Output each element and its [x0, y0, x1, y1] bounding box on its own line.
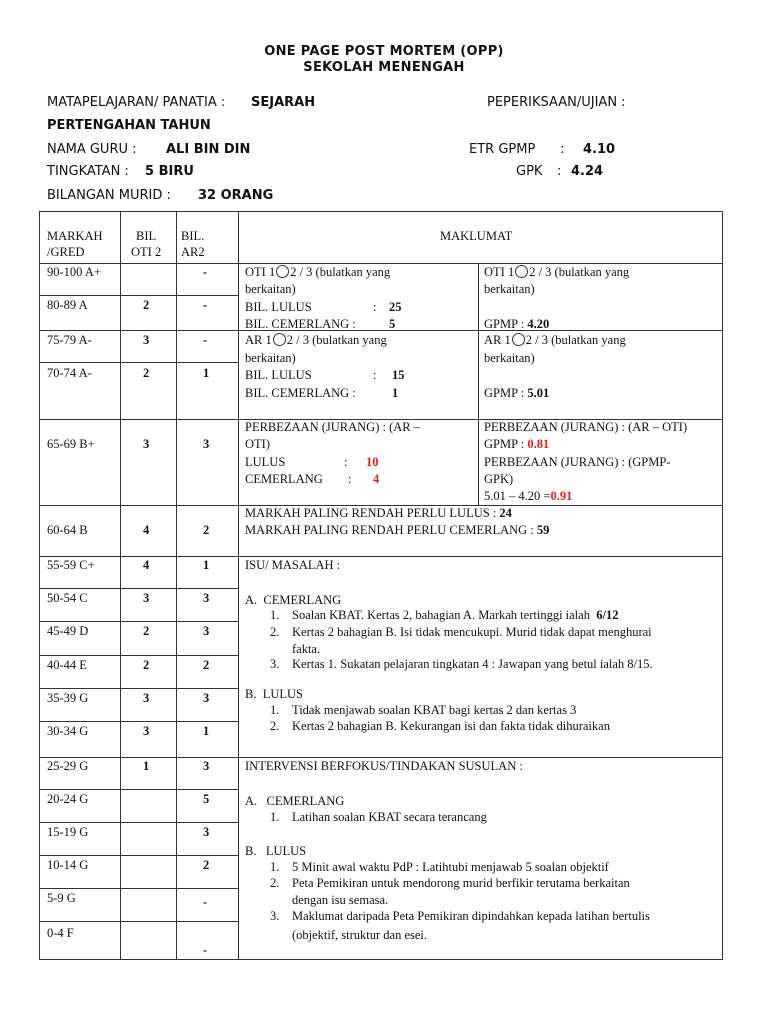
- col-header-oti-a: BIL: [136, 229, 157, 243]
- gap-right-line3: PERBEZAAN (JURANG) : (GPMP-: [484, 455, 671, 469]
- oti-gpmp: GPMP : 4.20: [484, 317, 550, 331]
- gap-left-line2: OTI): [245, 437, 270, 451]
- ar-count-cell: 3: [203, 825, 210, 839]
- grade-cell: 70-74 A-: [47, 366, 92, 380]
- interventions-section-b: B. LULUS: [245, 844, 307, 858]
- grade-cell: 75-79 A-: [47, 333, 92, 347]
- oti-count-cell: 2: [143, 658, 150, 672]
- interventions-heading: INTERVENSI BERFOKUS/TINDAKAN SUSULAN :: [245, 759, 523, 773]
- students-label: BILANGAN MURID :: [47, 188, 171, 203]
- col-header-markah: MARKAH: [47, 229, 103, 243]
- grade-cell: 80-89 A: [47, 298, 88, 312]
- list-item: Latihan soalan KBAT secara terancang: [292, 810, 487, 824]
- circle-mark-icon: [273, 333, 286, 346]
- list-item: Kertas 1. Sukatan pelajaran tingkatan 4 : Jawapan yang betul ialah 8/15.: [292, 657, 653, 671]
- ar-count-cell: -: [203, 265, 208, 279]
- col-header-ar-b: AR2: [181, 245, 205, 259]
- gap-lulus-value: 10: [366, 455, 379, 469]
- document-title: ONE PAGE POST MORTEM (OPP): [264, 44, 504, 59]
- grade-cell: 55-59 C+: [47, 558, 95, 572]
- list-item-number: 1.: [270, 608, 280, 622]
- list-item: Tidak menjawab soalan KBAT bagi kertas 2 dan kertas 3: [292, 703, 577, 717]
- col-header-maklumat: MAKLUMAT: [440, 229, 513, 243]
- grade-cell: 40-44 E: [47, 658, 87, 672]
- ar-left-line1: AR 1 2 / 3 (bulatkan yang: [245, 333, 387, 347]
- oti-left-line1: OTI 1 2 / 3 (bulatkan yang: [245, 265, 391, 279]
- students-value: 32 ORANG: [198, 188, 274, 203]
- issues-section-b: B. LULUS: [245, 687, 303, 701]
- grade-cell: 25-29 G: [47, 759, 89, 773]
- etr-value: 4.10: [583, 142, 616, 157]
- oti-count-cell: 3: [143, 724, 150, 738]
- list-item-number: 1.: [270, 860, 280, 874]
- document-subtitle: SEKOLAH MENENGAH: [303, 60, 465, 75]
- exam-value: PERTENGAHAN TAHUN: [47, 118, 211, 133]
- ar-lulus-value: 15: [392, 368, 405, 382]
- oti-count-cell: 2: [143, 624, 150, 638]
- ar-count-cell: 1: [203, 558, 210, 572]
- ar-count-cell: 2: [203, 858, 210, 872]
- oti-count-cell: 3: [143, 437, 150, 451]
- list-item-number: 3.: [270, 909, 280, 923]
- ar-count-cell: -: [203, 298, 208, 312]
- list-item-number: 2.: [270, 625, 280, 639]
- oti-count-cell: 3: [143, 591, 150, 605]
- ar-count-cell: -: [203, 333, 208, 347]
- ar-left-line2: berkaitan): [245, 351, 296, 365]
- ar-count-cell: 3: [203, 591, 210, 605]
- form-label: TINGKATAN :: [47, 164, 129, 179]
- oti-count-cell: 2: [143, 366, 150, 380]
- form-value: 5 BIRU: [145, 164, 194, 179]
- list-item-number: 1.: [270, 703, 280, 717]
- gpk-value: 4.24: [571, 164, 604, 179]
- list-item-number: 3.: [270, 657, 280, 671]
- ar-cemerlang-value: 1: [392, 386, 399, 400]
- oti-lulus-label: BIL. LULUS: [245, 300, 312, 314]
- min-pass-marks: MARKAH PALING RENDAH PERLU LULUS : 24: [245, 506, 512, 520]
- ar-count-cell: 2: [203, 523, 210, 537]
- oti-count-cell: 4: [143, 523, 150, 537]
- issues-heading: ISU/ MASALAH :: [245, 558, 341, 572]
- subject-value: SEJARAH: [251, 95, 316, 110]
- circle-mark-icon: [515, 265, 528, 278]
- subject-label: MATAPELAJARAN/ PANATIA :: [47, 95, 226, 110]
- gap-calc: 5.01 – 4.20 =0.91: [484, 489, 573, 503]
- list-item-number: 2.: [270, 876, 280, 890]
- grade-cell: 20-24 G: [47, 792, 89, 806]
- circle-mark-icon: [276, 265, 289, 278]
- gap-cemerlang-value: 4: [373, 472, 380, 486]
- exam-label: PEPERIKSAAN/UJIAN :: [487, 95, 626, 110]
- ar-count-cell: 3: [203, 624, 210, 638]
- list-item: Peta Pemikiran untuk mendorong murid berfikir terutama berkaitan: [292, 876, 630, 890]
- grade-cell: 30-34 G: [47, 724, 89, 738]
- gap-left-line1: PERBEZAAN (JURANG) : (AR –: [245, 420, 420, 434]
- gap-lulus-label: LULUS: [245, 455, 286, 469]
- ar-count-cell: 3: [203, 759, 210, 773]
- gap-cemerlang-label: CEMERLANG: [245, 472, 323, 486]
- ar-count-cell: 1: [203, 366, 210, 380]
- grade-cell: 45-49 D: [47, 624, 89, 638]
- grade-cell: 35-39 G: [47, 691, 89, 705]
- ar-lulus-colon: :: [373, 368, 377, 382]
- ar-lulus-label: BIL. LULUS: [245, 368, 312, 382]
- oti-cemerlang-label: BIL. CEMERLANG :: [245, 317, 356, 331]
- etr-colon: :: [560, 142, 565, 157]
- grade-cell: 65-69 B+: [47, 437, 95, 451]
- ar-count-cell: -: [203, 895, 208, 909]
- ar-count-cell: 1: [203, 724, 210, 738]
- gap-gpmp: GPMP : 0.81: [484, 437, 550, 451]
- grade-cell: 10-14 G: [47, 858, 89, 872]
- etr-label: ETR GPMP: [469, 142, 536, 157]
- oti-lulus-colon: :: [373, 300, 377, 314]
- oti-left-line2: berkaitan): [245, 282, 296, 296]
- list-item: Kertas 2 bahagian B. Kekurangan isi dan fakta tidak dihuraikan: [292, 719, 610, 733]
- gap-cemerlang-colon: :: [348, 472, 352, 486]
- teacher-value: ALI BIN DIN: [166, 142, 251, 157]
- ar-cemerlang-label: BIL. CEMERLANG :: [245, 386, 356, 400]
- teacher-label: NAMA GURU :: [47, 142, 137, 157]
- list-item: 5 Minit awal waktu PdP : Latihtubi menjawab 5 soalan objektif: [292, 860, 609, 874]
- ar-right-line1: AR 1 2 / 3 (bulatkan yang: [484, 333, 626, 347]
- oti-count-cell: 3: [143, 691, 150, 705]
- gap-right-line4: GPK): [484, 472, 514, 486]
- grade-cell: 0-4 F: [47, 926, 74, 940]
- list-item: Kertas 2 bahagian B. Isi tidak mencukupi. Murid tidak dapat menghurai: [292, 625, 652, 639]
- ar-count-cell: 2: [203, 658, 210, 672]
- list-item-continuation: dengan isu semasa.: [292, 893, 389, 907]
- ar-count-cell: 3: [203, 437, 210, 451]
- grade-cell: 90-100 A+: [47, 265, 101, 279]
- col-header-gred: /GRED: [47, 245, 85, 259]
- interventions-section-a: A. CEMERLANG: [245, 794, 345, 808]
- ar-right-line2: berkaitan): [484, 351, 535, 365]
- oti-count-cell: 3: [143, 333, 150, 347]
- col-header-ar-a: BIL.: [181, 229, 205, 243]
- grade-cell: 15-19 G: [47, 825, 89, 839]
- oti-cemerlang-value: 5: [389, 317, 396, 331]
- list-item: Maklumat daripada Peta Pemikiran dipindahkan kepada latihan bertulis: [292, 909, 650, 923]
- circle-mark-icon: [512, 333, 525, 346]
- oti-count-cell: 2: [143, 298, 150, 312]
- oti-right-line1: OTI 1 2 / 3 (bulatkan yang: [484, 265, 630, 279]
- oti-right-line2: berkaitan): [484, 282, 535, 296]
- list-item: Soalan KBAT. Kertas 2, bahagian A. Markah tertinggi ialah 6/12: [292, 608, 619, 622]
- grade-cell: 50-54 C: [47, 591, 88, 605]
- gpk-colon: :: [557, 164, 562, 179]
- min-excellent-marks: MARKAH PALING RENDAH PERLU CEMERLANG : 59: [245, 523, 550, 537]
- ar-count-cell: 3: [203, 691, 210, 705]
- oti-count-cell: 1: [143, 759, 150, 773]
- grade-cell: 60-64 B: [47, 523, 88, 537]
- oti-lulus-value: 25: [389, 300, 402, 314]
- grade-cell: 5-9 G: [47, 891, 76, 905]
- gap-lulus-colon: :: [344, 455, 348, 469]
- ar-count-cell: 5: [203, 792, 210, 806]
- list-item-continuation: (objektif, struktur dan esei.: [292, 928, 428, 942]
- issues-section-a: A. CEMERLANG: [245, 593, 342, 607]
- gap-right-line1: PERBEZAAN (JURANG) : (AR – OTI): [484, 420, 688, 434]
- list-item-continuation: fakta.: [292, 642, 321, 656]
- ar-gpmp: GPMP : 5.01: [484, 386, 550, 400]
- col-header-oti-b: OTI 2: [131, 245, 162, 259]
- list-item-number: 2.: [270, 719, 280, 733]
- gpk-label: GPK: [516, 164, 543, 179]
- list-item-number: 1.: [270, 810, 280, 824]
- oti-count-cell: 4: [143, 558, 150, 572]
- ar-count-cell: -: [203, 943, 208, 957]
